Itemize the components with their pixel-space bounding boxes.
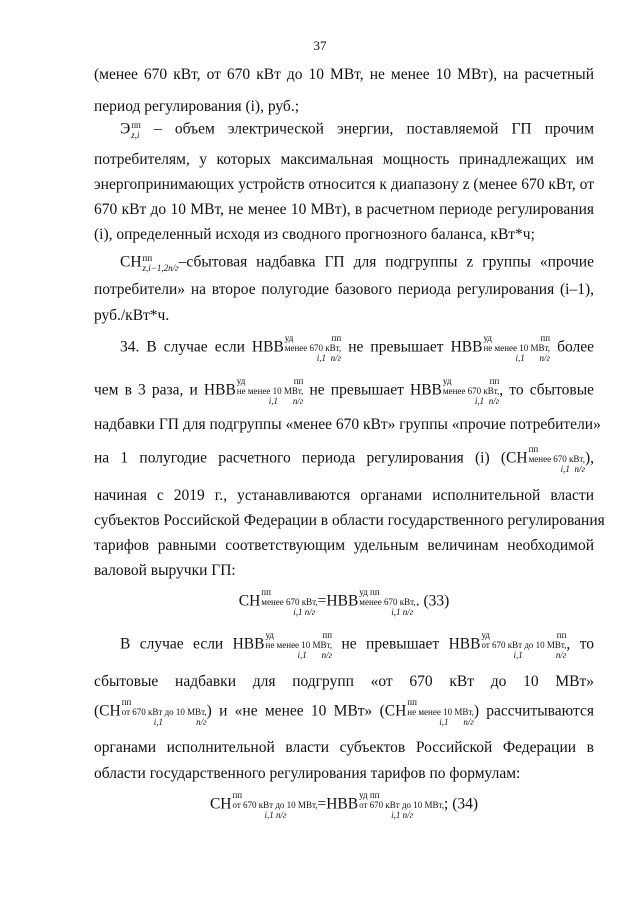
paragraph-34-line-4: на 1 полугодие расчетного периода регулирования (i) (СН пп менее 670 кВт, i,1 п/г ), — [94, 444, 594, 474]
text-line-9: потребители» на второе полугодие базового периода регулирования (i–1), — [94, 281, 594, 298]
text-line-5: энергопринимающих устройств относится к диапазону z (менее 670 кВт, от — [94, 176, 594, 193]
text-line-4: потребителям, у которых максимальная мощность принадлежащих им — [94, 151, 594, 168]
paragraph-line-20: В случае если НВВ уд пп не менее 10 МВт, i,1 п/г не превышает НВВ уд пп от 670 кВт до 10 МВт, i,1 п/г , то — [120, 630, 595, 660]
text-line-10: руб./кВт*ч. — [94, 307, 170, 324]
text-line-16: субъектов Российской Федерации в области государственного регулирования — [94, 512, 605, 529]
symbol-e: Э пп z,i — [120, 120, 141, 140]
text-line-24: области государственного регулирования тарифов по формулам: — [94, 765, 521, 782]
text-line-17: тарифов равными соответствующим удельным величинам необходимой — [94, 537, 594, 554]
text-line-15: начиная с 2019 г., устанавливаются органами исполнительной власти — [94, 487, 594, 504]
symbol-sn: СН пп z,i−1,2п/г — [120, 253, 179, 273]
text-line-1: (менее 670 кВт, от 670 кВт до 10 МВт, не менее 10 МВт), на расчетный — [94, 66, 594, 83]
formula-34: СН пп от 670 кВт до 10 МВт, i,1 п/г =НВВ уд пп от 670 кВт до 10 МВт, i,1 п/г ; (34) — [209, 790, 479, 820]
text-line-13: надбавки ГП для подгруппы «менее 670 кВт» группы «прочие потребители» — [94, 416, 601, 433]
paragraph-34-line-1: 34. В случае если НВВ уд пп менее 670 кВт, i,1 п/г не превышает НВВ уд пп не менее 10 МВт, i,1 п/г более — [120, 333, 594, 363]
formula-33: СН пп менее 670 кВт, i,1 п/г =НВВ уд пп менее 670 кВт, i,1 п/г . (33) — [238, 587, 450, 617]
text-line-7: (i), определенный исходя из сводного прогнозного баланса, кВт*ч; — [94, 226, 535, 243]
text-line-2: период регулирования (i), руб.; — [94, 98, 299, 115]
text-line-6: 670 кВт до 10 МВт, не менее 10 МВт), в расчетном периоде регулирования — [94, 201, 594, 218]
paragraph-line-22: (СН пп от 670 кВт до 10 МВт, i,1 п/г ) и «не менее 10 МВт» (СН пп не менее 10 МВт, i,1 п/г ) рассчитываются — [94, 697, 594, 727]
text-line-23: органами исполнительной власти субъектов Российской Федерации в — [94, 739, 594, 756]
text-line-21: сбытовые надбавки для подгрупп «от 670 кВт до 10 МВт» — [94, 673, 594, 690]
page-number: 37 — [313, 38, 327, 53]
definition-energy-volume: Э пп z,i – объем электрической энергии, поставляемой ГП прочим — [120, 120, 594, 140]
definition-markup: СН пп z,i−1,2п/г –сбытовая надбавка ГП для подгруппы z группы «прочие — [120, 253, 594, 273]
text-line-18: валовой выручки ГП: — [94, 562, 236, 579]
paragraph-34-line-2: чем в 3 раза, и НВВ уд пп не менее 10 МВт, i,1 п/г не превышает НВВ уд пп менее 670 кВт, i,1 п/г , то сбытовые — [94, 376, 595, 406]
